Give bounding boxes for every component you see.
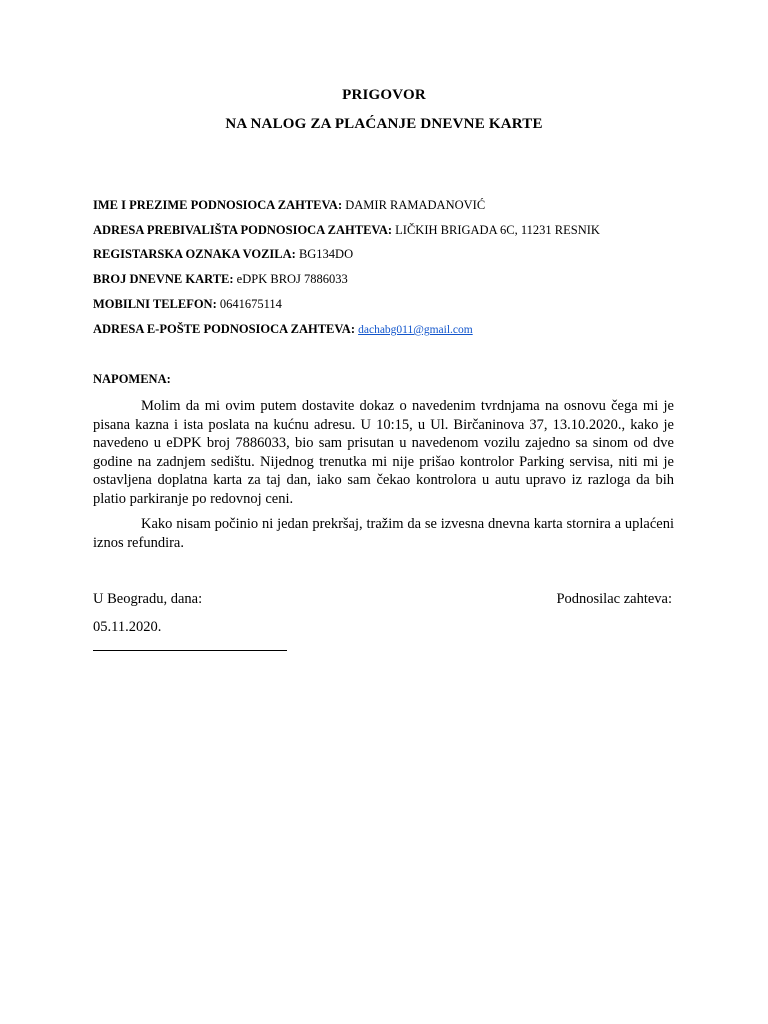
field-label: MOBILNI TELEFON:: [93, 297, 217, 311]
field-residence-address: [93, 223, 600, 238]
email-link[interactable]: dachabg011@gmail.com: [358, 324, 473, 336]
body-paragraph: Molim da mi ovim putem dostavite dokaz o navedenim tvrdnjama na osnovu čega mi je pisana kazna i ista poslata na kućnu adresu. U 10:15, u Ul. Birčaninova 37, 13.10.2020., kako je navedeno u eDPK broj 7886033, bio sam prisutan u navedenom vozilu zajedno sa sinom od dve godine na zadnjem sedištu. Nijednog trenutka mi nije prišao kontrolor Parking servisa, niti mi je ostavljena doplatna karta za taj dan, iako sam čekao kontrolora u autu upravo iz razloga da bih platio parkiranje po redovnoj ceni.: [93, 398, 674, 507]
field-mobile-phone: [93, 297, 282, 312]
note-heading: NAPOMENA:: [93, 372, 171, 386]
field-value: 0641675114: [219, 297, 282, 311]
field-label: IME I PREZIME PODNOSIOCA ZAHTEVA:: [93, 198, 343, 212]
document-subtitle: NA NALOG ZA PLAĆANJE DNEVNE KARTE: [225, 116, 543, 132]
place-label: U Beogradu, dana:: [93, 591, 203, 607]
signature-line: [93, 650, 287, 651]
field-vehicle-plate: [93, 247, 353, 262]
field-value: LIČKIH BRIGADA 6C, 11231 RESNIK: [395, 223, 600, 237]
field-applicant-name: [93, 198, 485, 213]
field-value: DAMIR RAMADANOVIĆ: [345, 198, 486, 212]
field-label: BROJ DNEVNE KARTE:: [93, 272, 234, 286]
field-label: REGISTARSKA OZNAKA VOZILA:: [93, 247, 296, 261]
field-label: ADRESA PREBIVALIŠTA PODNOSIOCA ZAHTEVA:: [93, 223, 393, 237]
field-ticket-number: [93, 272, 348, 287]
date-value: 05.11.2020.: [93, 619, 162, 635]
field-value: BG134DO: [298, 247, 354, 261]
field-value: eDPK BROJ 7886033: [236, 272, 348, 286]
applicant-label: Podnosilac zahteva:: [556, 591, 672, 607]
document-title: PRIGOVOR: [342, 87, 426, 103]
field-email: [93, 322, 473, 337]
field-label: ADRESA E-POŠTE PODNOSIOCA ZAHTEVA:: [93, 322, 355, 336]
body-paragraph: Kako nisam počinio ni jedan prekršaj, tražim da se izvesna dnevna karta stornira a uplaćeni iznos refundira.: [93, 516, 674, 551]
